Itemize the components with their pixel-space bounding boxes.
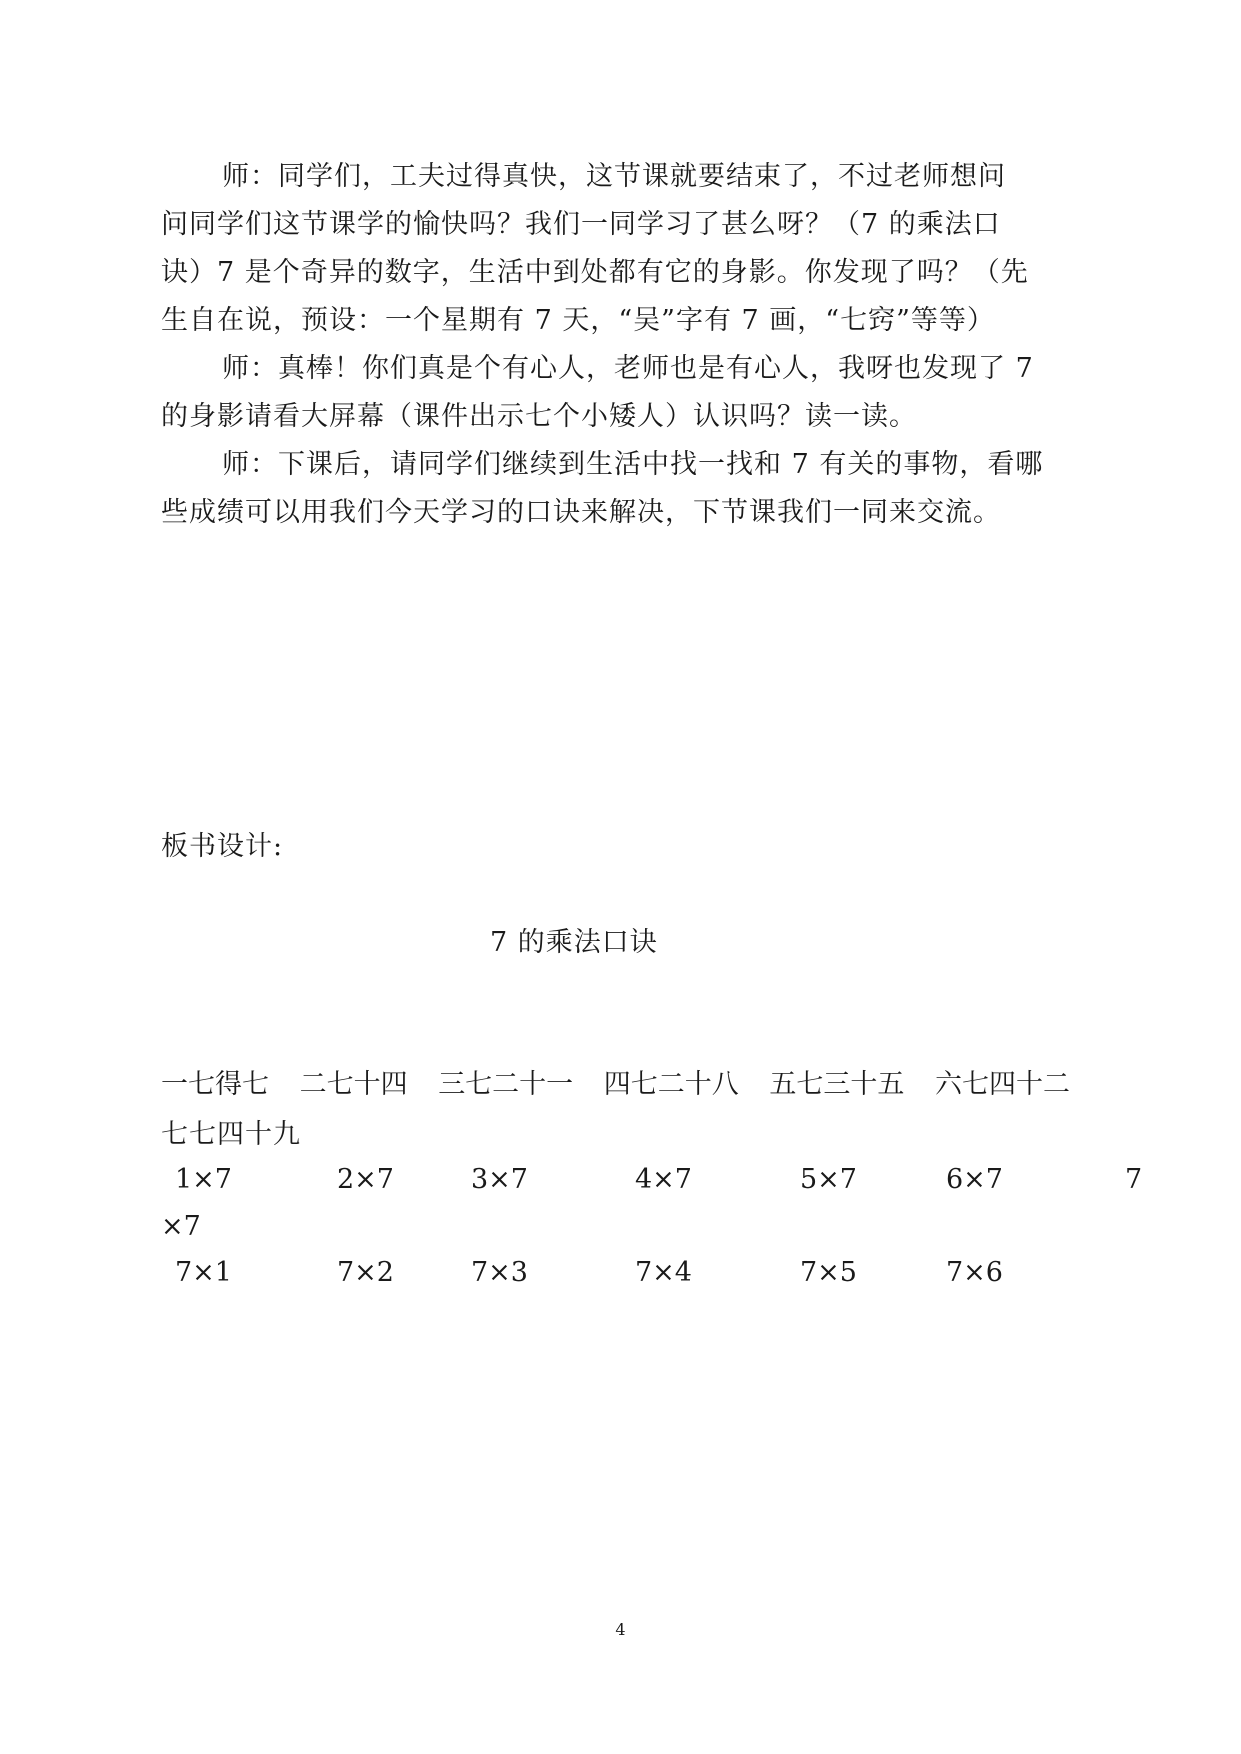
expression: 1×7 xyxy=(175,1164,232,1195)
paragraph-1-line-3: 诀）7 是个奇异的数字，生活中到处都有它的身影。你发现了吗？（先 xyxy=(161,257,1029,288)
expression: 6×7 xyxy=(946,1164,1003,1195)
paragraph-2-line-2: 的身影请看大屏幕（课件出示七个小矮人）认识吗？读一读。 xyxy=(161,401,917,432)
expression: 5×7 xyxy=(800,1164,857,1195)
expression: 7×5 xyxy=(800,1257,857,1288)
board-title: 7 的乘法口诀 xyxy=(490,927,658,958)
expression: 7×6 xyxy=(946,1257,1003,1288)
expression: 7×2 xyxy=(337,1257,394,1288)
koujue-item: 一七得七 xyxy=(161,1069,269,1100)
page-number: 4 xyxy=(615,1620,626,1639)
paragraph-3-line-2: 些成绩可以用我们今天学习的口诀来解决，下节课我们一同来交流。 xyxy=(161,497,1001,528)
expression: 3×7 xyxy=(471,1164,528,1195)
paragraph-1-line-2: 问同学们这节课学的愉快吗？我们一同学习了甚么呀？（7 的乘法口 xyxy=(161,209,1001,240)
expression-row-1 xyxy=(0,1160,1241,1200)
paragraph-3-line-1: 师：下课后，请同学们继续到生活中找一找和 7 有关的事物，看哪 xyxy=(222,449,1044,480)
koujue-item: 二七十四 xyxy=(299,1069,408,1100)
expression: 7×3 xyxy=(471,1257,528,1288)
koujue-line-1 xyxy=(161,1065,1092,1105)
expression: 7 xyxy=(1125,1164,1143,1195)
paragraph-1-line-1: 师：同学们，工夫过得真快，这节课就要结束了，不过老师想问 xyxy=(222,161,1006,192)
koujue-item: 四七二十八 xyxy=(603,1069,739,1100)
koujue-item: 六七四十二 xyxy=(934,1069,1070,1100)
expression: ×7 xyxy=(161,1211,201,1242)
expression-row-2 xyxy=(0,1253,1241,1293)
expression: 4×7 xyxy=(635,1164,692,1195)
paragraph-1-line-4: 生自在说，预设：一个星期有 7 天，“吴”字有 7 画，“七窍”等等） xyxy=(161,305,995,336)
paragraph-2-line-1: 师：真棒！你们真是个有心人，老师也是有心人，我呀也发现了 7 xyxy=(222,353,1034,384)
expression: 2×7 xyxy=(337,1164,394,1195)
koujue-item: 三七二十一 xyxy=(438,1069,574,1100)
koujue-line-2: 七七四十九 xyxy=(161,1119,301,1150)
expression-row-1-wrap xyxy=(0,1207,1241,1247)
expression: 7×4 xyxy=(635,1257,692,1288)
koujue-item: 五七三十五 xyxy=(769,1069,905,1100)
expression: 7×1 xyxy=(175,1257,232,1288)
board-design-label: 板书设计: xyxy=(161,831,284,862)
